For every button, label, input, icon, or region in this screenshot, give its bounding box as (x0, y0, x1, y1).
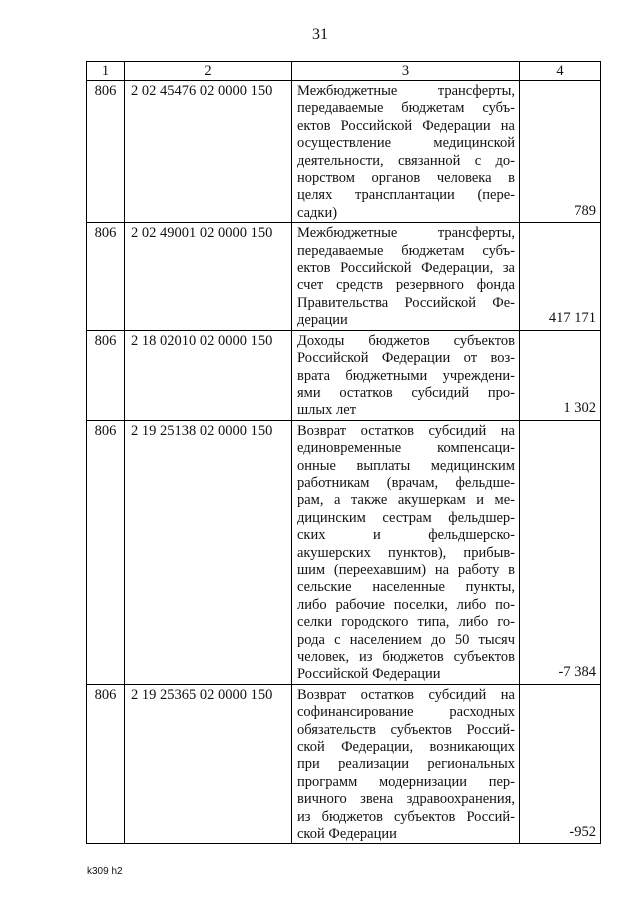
header-col-1: 1 (87, 62, 125, 81)
description-line: обязательств субъектов Россий- (297, 721, 515, 738)
amount-value: 1 302 (520, 330, 601, 420)
header-col-3: 3 (292, 62, 520, 81)
revenue-description (292, 420, 520, 684)
budget-classification-code: 2 19 25138 02 0000 150 (125, 420, 292, 684)
description-line: рам, а также акушеркам и ме- (297, 492, 515, 509)
description-line: из бюджетов субъектов Россий- (297, 808, 515, 825)
description-line: софинансирование расходных (297, 704, 515, 721)
header-col-4: 4 (520, 62, 601, 81)
description-line: Возврат остатков субсидий на (297, 686, 515, 703)
description-line: Российской Федерации от воз- (297, 350, 515, 367)
description-line: человек, из бюджетов субъектов (297, 649, 515, 665)
description-line: программ модернизации пер- (297, 773, 515, 790)
budget-table (86, 61, 601, 844)
description-line: счет средств резервного фонда (297, 277, 515, 294)
table-row (87, 81, 601, 223)
description-line: вичного звена здравоохранения, (297, 791, 515, 808)
description-line: единовременные компенсаци- (297, 440, 515, 457)
row-code-806: 806 (87, 330, 125, 420)
table-row (87, 223, 601, 330)
description-line: шлых лет (297, 402, 357, 419)
description-line: при реализации региональных (297, 756, 515, 773)
footer-code: k309 h2 (87, 866, 123, 877)
description-line: ектов Российской Федерации на (297, 117, 515, 134)
description-line: селки городского типа, либо го- (297, 614, 515, 631)
row-code-806: 806 (87, 684, 125, 844)
amount-value: 789 (520, 81, 601, 223)
budget-classification-code: 2 02 49001 02 0000 150 (125, 223, 292, 330)
table-row (87, 330, 601, 420)
page-number: 31 (312, 26, 328, 43)
description-line: дицинским сестрам фельдшер- (297, 509, 515, 526)
description-line: Межбюджетные трансферты, (297, 83, 515, 99)
description-line: Правительства Российской Фе- (297, 294, 515, 311)
description-line: норством органов человека в (297, 170, 515, 187)
description-line: сельские населенные пункты, (297, 579, 515, 596)
revenue-description (292, 223, 520, 330)
description-line: Возврат остатков субсидий на (297, 422, 515, 439)
description-line: ями остатков субсидий про- (297, 384, 515, 401)
description-line: работникам (врачам, фельдше- (297, 474, 515, 491)
description-line: ской Федерации (297, 826, 397, 843)
description-line: либо рабочие поселки, либо по- (297, 596, 515, 613)
table-row (87, 420, 601, 684)
header-col-2: 2 (125, 62, 292, 81)
description-line: акушерских пунктов), прибыв- (297, 544, 515, 561)
row-code-806: 806 (87, 420, 125, 684)
description-line: дерации (297, 312, 348, 329)
description-line: онные выплаты медицинским (297, 457, 515, 474)
amount-value: -952 (520, 684, 601, 844)
description-line: передаваемые бюджетам субъ- (297, 100, 515, 117)
description-line: целях трансплантации (пере- (297, 187, 515, 204)
revenue-description (292, 330, 520, 420)
budget-classification-code: 2 19 25365 02 0000 150 (125, 684, 292, 844)
description-line: осуществление медицинской (297, 135, 515, 152)
description-line: деятельности, связанной с до- (297, 152, 515, 169)
row-code-806: 806 (87, 81, 125, 223)
description-line: Доходы бюджетов субъектов (297, 332, 515, 349)
description-line: рода с населением до 50 тысяч (297, 631, 515, 648)
description-line: ских и фельдшерско- (297, 527, 515, 544)
description-line: Российской Федерации (297, 666, 441, 683)
revenue-description (292, 684, 520, 844)
budget-classification-code: 2 02 45476 02 0000 150 (125, 81, 292, 223)
description-line: садки) (297, 204, 338, 221)
description-line: передаваемые бюджетам субъ- (297, 242, 515, 259)
table-row (87, 684, 601, 844)
description-line: врата бюджетными учреждени- (297, 367, 515, 384)
budget-classification-code: 2 18 02010 02 0000 150 (125, 330, 292, 420)
description-line: ской Федерации, возникающих (297, 739, 515, 756)
description-line: ектов Российской Федерации, за (297, 260, 515, 277)
row-code-806: 806 (87, 223, 125, 330)
amount-value: 417 171 (520, 223, 601, 330)
description-line: шим (переехавшим) на работу в (297, 561, 515, 578)
amount-value: -7 384 (520, 420, 601, 684)
header-row (87, 62, 601, 81)
description-line: Межбюджетные трансферты, (297, 225, 515, 242)
revenue-description (292, 81, 520, 223)
